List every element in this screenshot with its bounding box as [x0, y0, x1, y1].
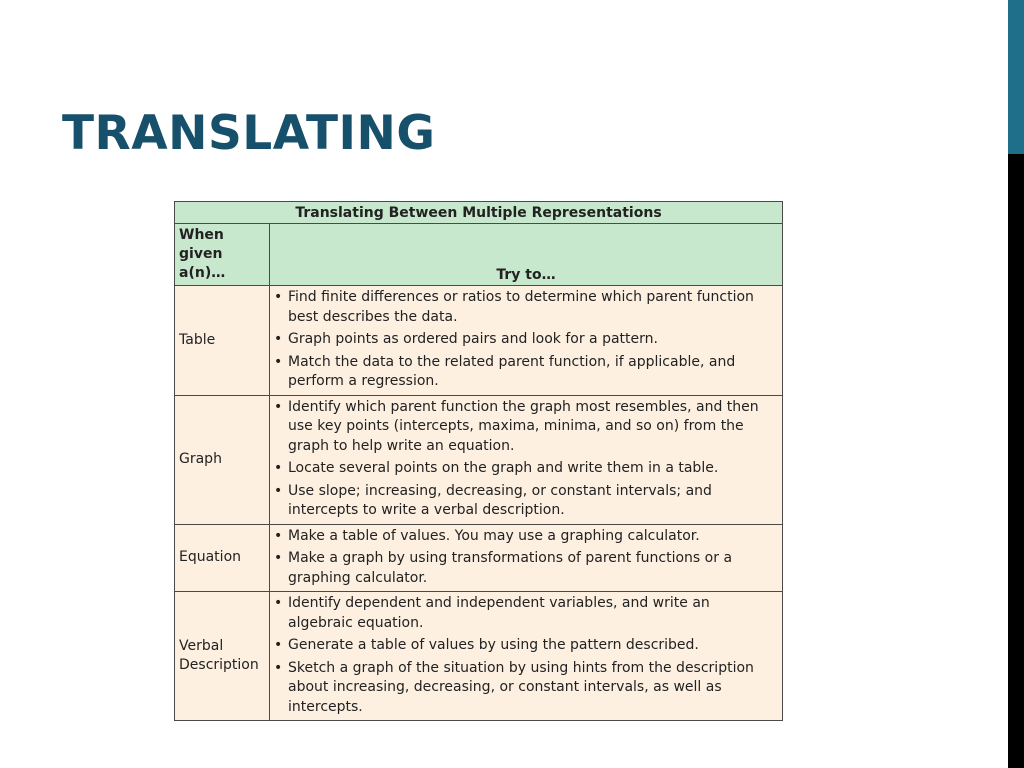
row-given-label: Equation [175, 524, 270, 592]
list-item: • Find finite differences or ratios to determine which parent function best describes the data. [274, 288, 778, 327]
row-given-label: Graph [175, 395, 270, 524]
representations-table-container [174, 201, 782, 721]
row-suggestions [270, 592, 783, 721]
table-row [175, 395, 783, 524]
row-suggestions [270, 524, 783, 592]
row-given-label: Table [175, 286, 270, 396]
table-row [175, 524, 783, 592]
list-item: • Sketch a graph of the situation by using hints from the description about increasing, decreasing, or constant intervals, as well as intercepts. [274, 659, 778, 718]
representations-table [174, 201, 783, 721]
row-suggestions [270, 286, 783, 396]
list-item: • Locate several points on the graph and write them in a table. [274, 459, 778, 479]
edge-accent-bar [1008, 0, 1024, 154]
slide-title: TRANSLATING [62, 106, 436, 161]
list-item: • Use slope; increasing, decreasing, or constant intervals; and intercepts to write a verbal description. [274, 482, 778, 521]
list-item: • Identify dependent and independent variables, and write an algebraic equation. [274, 594, 778, 633]
list-item: • Generate a table of values by using the pattern described. [274, 636, 778, 656]
table-header-row [175, 224, 783, 286]
row-suggestions [270, 395, 783, 524]
edge-dark-bar [1008, 154, 1024, 768]
table-caption: Translating Between Multiple Representations [175, 202, 783, 224]
table-row [175, 592, 783, 721]
row-given-label: Verbal Description [175, 592, 270, 721]
list-item: • Identify which parent function the graph most resembles, and then use key points (intercepts, maxima, minima, and so on) from the graph to help write an equation. [274, 398, 778, 457]
list-item: • Match the data to the related parent function, if applicable, and perform a regression. [274, 353, 778, 392]
list-item: • Make a graph by using transformations of parent functions or a graphing calculator. [274, 549, 778, 588]
list-item: • Make a table of values. You may use a graphing calculator. [274, 527, 778, 547]
header-try-to: Try to… [270, 224, 783, 286]
header-when-given: When given a(n)… [175, 224, 270, 286]
list-item: • Graph points as ordered pairs and look for a pattern. [274, 330, 778, 350]
table-row [175, 286, 783, 396]
